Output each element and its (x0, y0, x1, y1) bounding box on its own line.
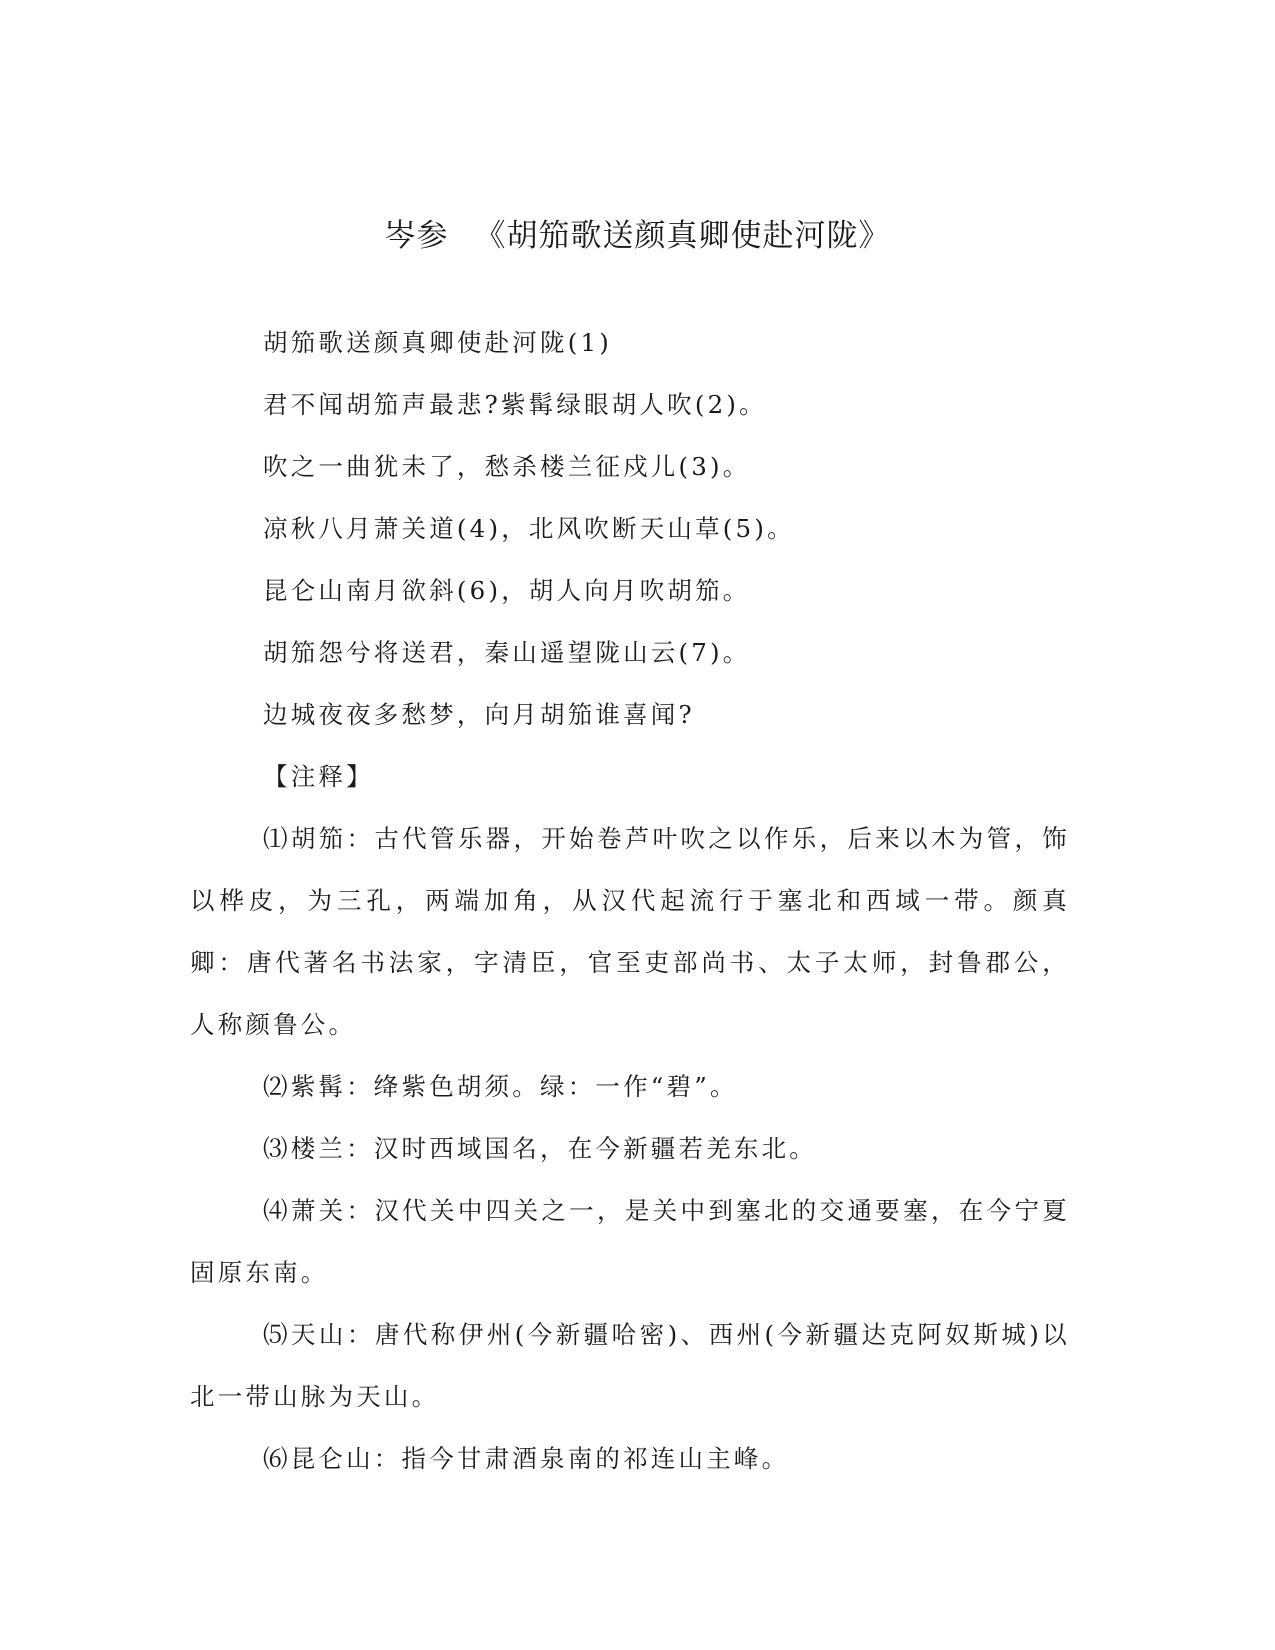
note-paragraph: ⑴胡笳：古代管乐器，开始卷芦叶吹之以作乐，后来以木为管，饰以桦皮，为三孔，两端加角，从汉代起流行于塞北和西域一带。颜真卿：唐代著名书法家，字清臣，官至吏部尚书、太子太师，封鲁郡公，人称颜鲁公。 (190, 824, 1070, 1039)
poem-title: 《胡笳歌送颜真卿使赴河陇》 (474, 218, 891, 254)
note-paragraph: ⑵紫髯：绛紫色胡须。绿：一作“碧”。 (263, 1072, 738, 1101)
note-paragraph: ⑹昆仑山：指今甘肃酒泉南的祁连山主峰。 (263, 1444, 790, 1473)
poem-line: 昆仑山南月欲斜(6)，胡人向月吹胡笳。 (263, 576, 751, 605)
author-name: 岑参 (384, 218, 449, 254)
poem-line: 边城夜夜多愁梦，向月胡笳谁喜闻? (263, 700, 695, 729)
poem-line: 君不闻胡笳声最悲?紫髯绿眼胡人吹(2)。 (263, 390, 767, 419)
document-body (190, 325, 1070, 1503)
poem-line: 胡笳怨兮将送君，秦山遥望陇山云(7)。 (263, 638, 751, 667)
note-paragraph: ⑶楼兰：汉时西域国名，在今新疆若羌东北。 (263, 1134, 817, 1163)
note-paragraph: ⑷萧关：汉代关中四关之一，是关中到塞北的交通要塞，在今宁夏固原东南。 (190, 1196, 1070, 1287)
poem-line: 吹之一曲犹未了，愁杀楼兰征戍儿(3)。 (263, 452, 751, 481)
poem-line: 胡笳歌送颜真卿使赴河陇(1) (263, 328, 613, 357)
document-title (0, 210, 1275, 255)
note-paragraph: ⑸天山：唐代称伊州(今新疆哈密)、西州(今新疆达克阿奴斯城)以北一带山脉为天山。 (190, 1320, 1070, 1411)
notes-heading: 【注释】 (263, 762, 374, 791)
poem-line: 凉秋八月萧关道(4)，北风吹断天山草(5)。 (263, 514, 795, 543)
